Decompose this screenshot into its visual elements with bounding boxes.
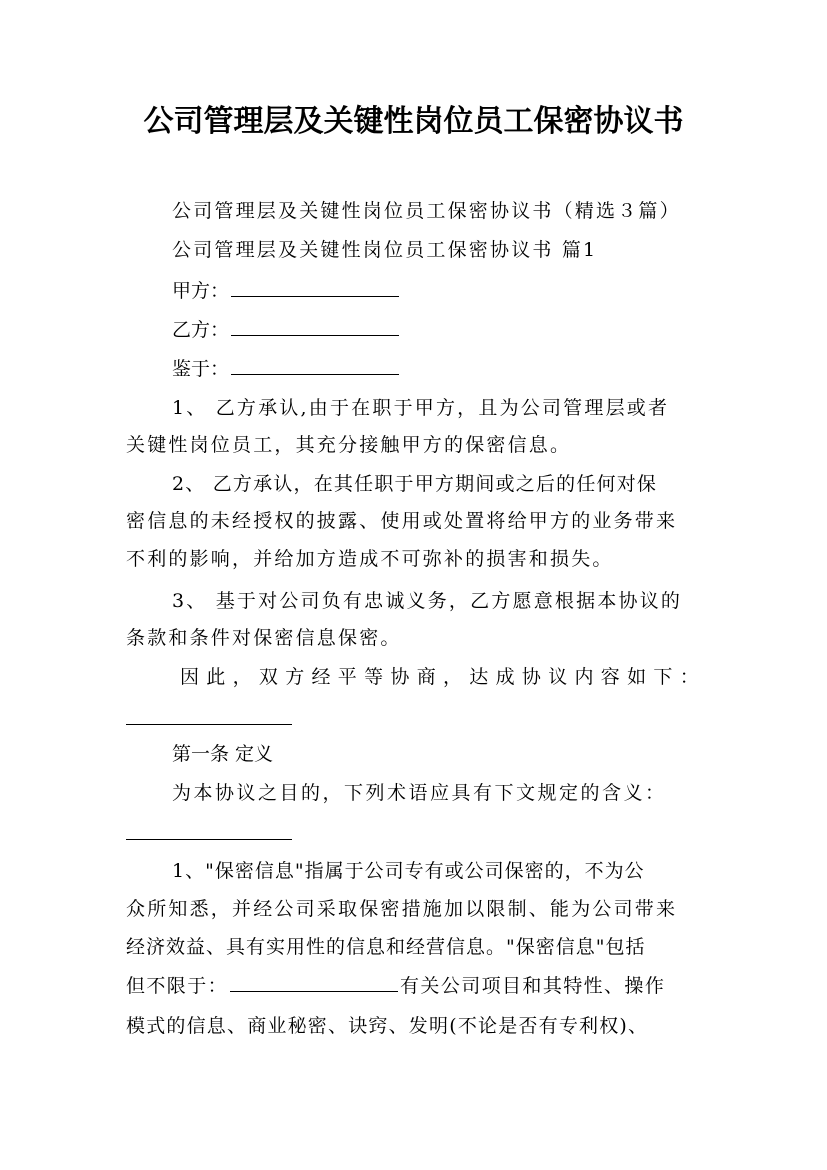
party-b-label: 乙方： — [172, 319, 230, 341]
agreement-intro-blank — [126, 724, 292, 725]
document-subtitle: 公司管理层及关键性岗位员工保密协议书（精选３篇） — [172, 200, 681, 222]
clause2-line1: 2、 乙方承认，在其任职于甲方期间或之后的任何对保 — [172, 473, 658, 495]
def1-line3: 经济效益、具有实用性的信息和经营信息。"保密信息"包括 — [126, 936, 646, 958]
clause3-line1: 3、 基于对公司负有忠诚义务，乙方愿意根据本协议的 — [172, 590, 683, 612]
party-a-blank — [231, 295, 399, 297]
article1-intro: 为本协议之目的，下列术语应具有下文规定的含义： — [172, 782, 667, 804]
section-heading: 公司管理层及关键性岗位员工保密协议书 篇1 — [172, 239, 598, 261]
party-a-label: 甲方： — [172, 280, 230, 302]
agreement-intro: 因此，双方经平等协商，达成协议内容如下： — [180, 666, 707, 688]
party-b-blank — [231, 334, 399, 336]
def1-line5: 模式的信息、商业秘密、诀窍、发明(不论是否有专利权)、 — [126, 1015, 649, 1037]
whereas-label: 鉴于： — [172, 358, 230, 380]
article1-intro-blank — [126, 839, 292, 840]
whereas-blank — [231, 373, 399, 375]
def1-line1: 1、"保密信息"指属于公司专有或公司保密的，不为公 — [172, 860, 645, 882]
clause3-line2: 条款和条件对保密信息保密。 — [126, 627, 402, 649]
clause2-line3: 不利的影响，并给加方造成不可弥补的损害和损失。 — [126, 548, 614, 570]
document-title: 公司管理层及关键性岗位员工保密协议书 — [143, 104, 684, 139]
def1-line4 — [126, 974, 665, 998]
party-a-line — [172, 279, 401, 303]
article1-heading: 第一条 定义 — [172, 743, 274, 765]
def1-blank — [230, 990, 398, 992]
party-b-line — [172, 318, 401, 342]
def1-line4-suffix: 有关公司项目和其特性、操作 — [400, 975, 666, 997]
def1-line4-prefix: 但不限于： — [126, 975, 229, 997]
clause2-line2: 密信息的未经授权的披露、使用或处置将给甲方的业务带来 — [126, 510, 678, 532]
whereas-line — [172, 357, 401, 381]
clause1-line1: 1、 乙方承认,由于在职于甲方，且为公司管理层或者 — [172, 397, 670, 419]
def1-line2: 众所知悉，并经公司采取保密措施加以限制、能为公司带来 — [126, 898, 678, 920]
clause1-line2: 关键性岗位员工，其充分接触甲方的保密信息。 — [126, 434, 572, 456]
